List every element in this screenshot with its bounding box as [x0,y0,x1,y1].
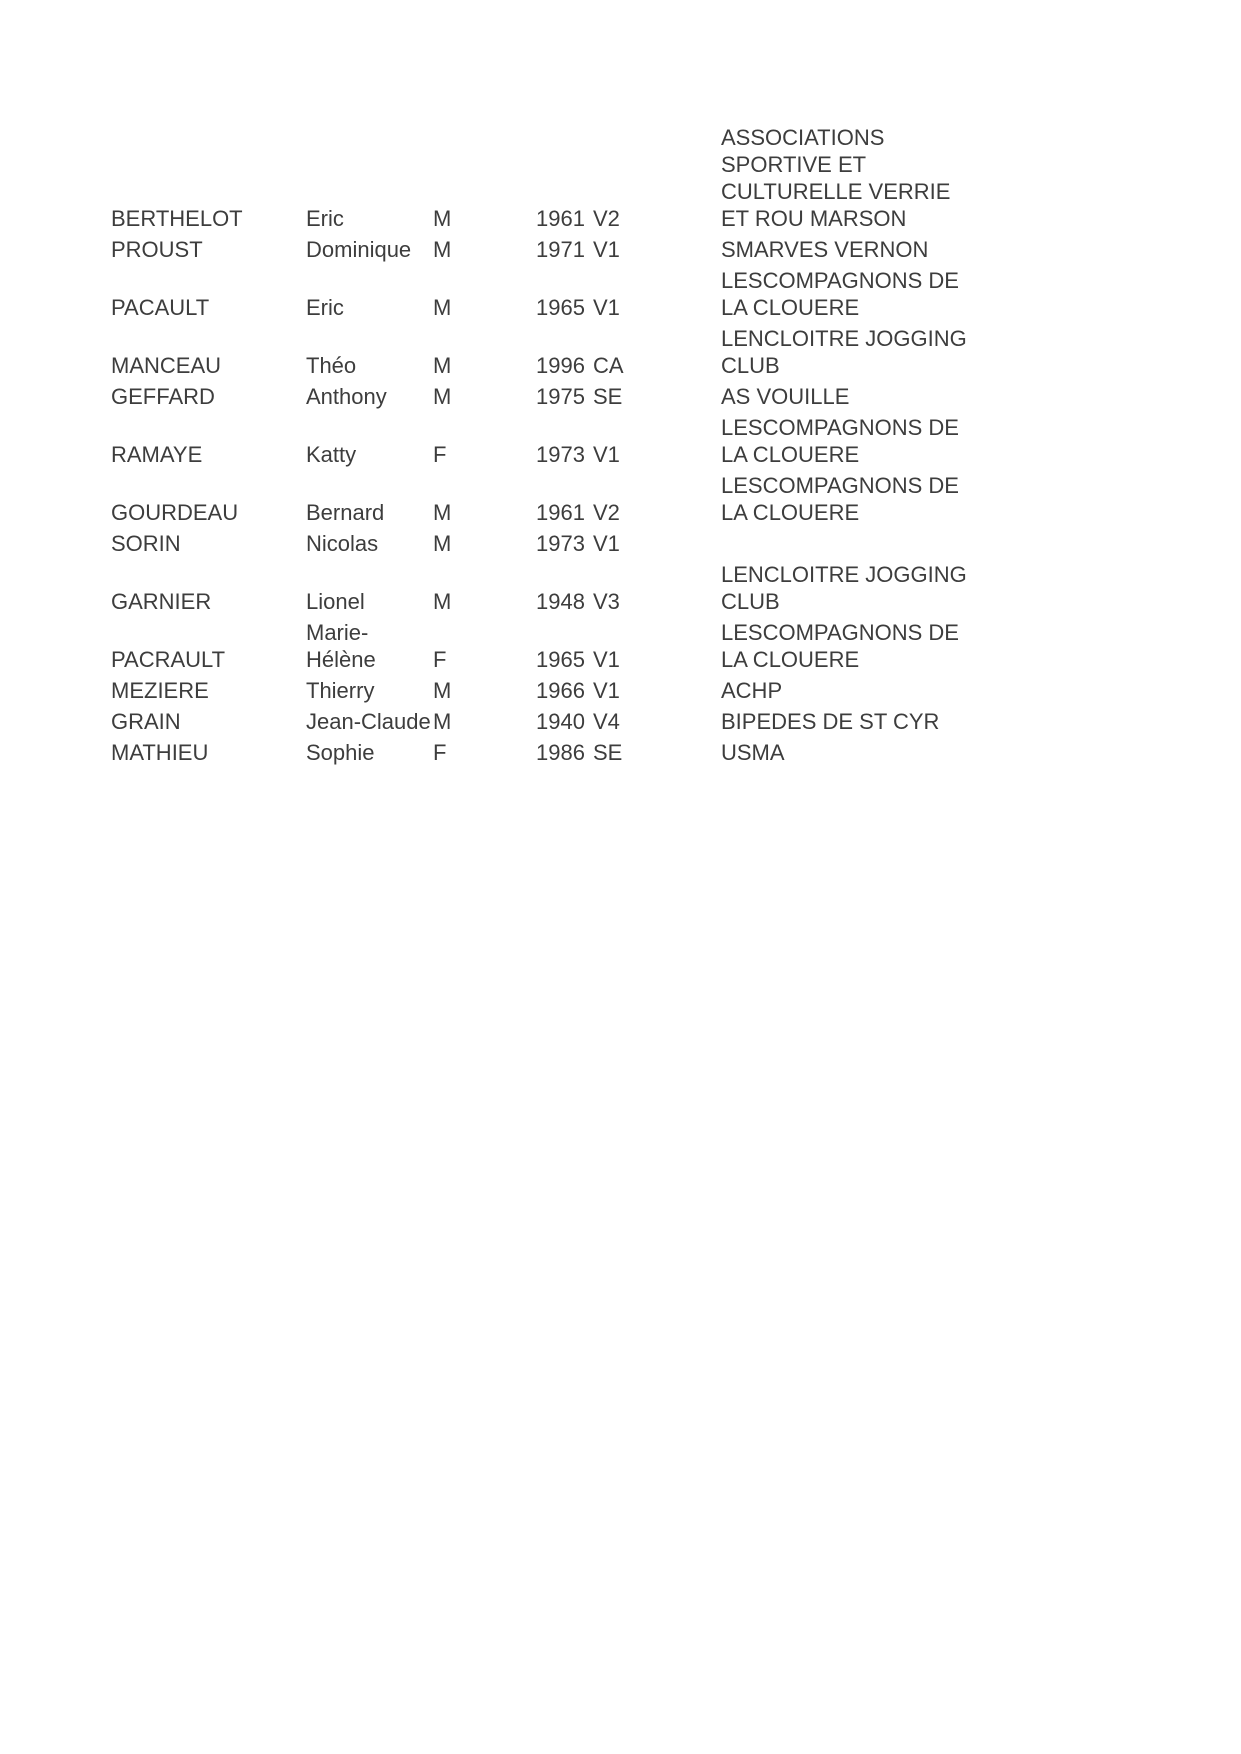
last-name-cell: MEZIERE [111,678,209,703]
club-cell: AS VOUILLE [721,384,850,409]
category-cell: V4 [593,709,620,734]
club-cell: ASSOCIATIONS SPORTIVE ET CULTURELLE VERRIE ET ROU MARSON [721,125,951,231]
category-cell: SE [593,740,623,765]
first-name-cell: Eric [306,295,344,320]
sex-cell: M [433,531,452,556]
first-name-cell: Lionel [306,589,365,614]
table-row [111,617,973,675]
first-name-cell: Anthony [306,384,387,409]
birth-year-cell: 1961 [536,206,585,231]
birth-year-cell: 1965 [536,647,585,672]
first-name-cell: Théo [306,353,357,378]
table-row [111,323,973,381]
last-name-cell: GRAIN [111,709,181,734]
table-row [111,470,973,528]
first-name-cell: Bernard [306,500,385,525]
table-row [111,265,973,323]
birth-year-cell: 1965 [536,295,585,320]
club-cell: ACHP [721,678,783,703]
last-name-cell: GEFFARD [111,384,215,409]
table-row [111,381,973,412]
last-name-cell: PACRAULT [111,647,226,672]
sex-cell: M [433,589,452,614]
sex-cell: M [433,295,452,320]
sex-cell: M [433,384,452,409]
birth-year-cell: 1973 [536,442,585,467]
last-name-cell: PROUST [111,237,203,262]
sex-cell: M [433,500,452,525]
first-name-cell: Marie-Hélène [306,620,376,672]
table-row [111,559,973,617]
club-cell: LENCLOITRE JOGGING CLUB [721,562,967,614]
table-row [111,528,973,559]
category-cell: V1 [593,531,620,556]
last-name-cell: SORIN [111,531,181,556]
last-name-cell: PACAULT [111,295,210,320]
table-row [111,706,973,737]
last-name-cell: MATHIEU [111,740,209,765]
category-cell: V3 [593,589,620,614]
club-cell: LESCOMPAGNONS DE LA CLOUERE [721,473,959,525]
sex-cell: M [433,237,452,262]
table-row [111,122,973,234]
sex-cell: F [433,442,447,467]
sex-cell: M [433,353,452,378]
club-cell: USMA [721,740,785,765]
category-cell: CA [593,353,624,378]
category-cell: V2 [593,206,620,231]
table-row [111,412,973,470]
first-name-cell: Thierry [306,678,375,703]
birth-year-cell: 1948 [536,589,585,614]
registrants-table [111,122,973,768]
category-cell: SE [593,384,623,409]
last-name-cell: RAMAYE [111,442,203,467]
last-name-cell: GARNIER [111,589,212,614]
category-cell: V1 [593,647,620,672]
first-name-cell: Sophie [306,740,375,765]
birth-year-cell: 1975 [536,384,585,409]
first-name-cell: Jean-Claude [306,709,431,734]
sex-cell: F [433,740,447,765]
category-cell: V1 [593,678,620,703]
last-name-cell: GOURDEAU [111,500,239,525]
sex-cell: M [433,206,452,231]
birth-year-cell: 1996 [536,353,585,378]
club-cell: LESCOMPAGNONS DE LA CLOUERE [721,415,959,467]
birth-year-cell: 1971 [536,237,585,262]
club-cell: LESCOMPAGNONS DE LA CLOUERE [721,268,959,320]
birth-year-cell: 1940 [536,709,585,734]
club-cell: SMARVES VERNON [721,237,929,262]
category-cell: V2 [593,500,620,525]
sex-cell: F [433,647,447,672]
category-cell: V1 [593,295,620,320]
club-cell: BIPEDES DE ST CYR [721,709,940,734]
club-cell [721,528,973,559]
first-name-cell: Nicolas [306,531,379,556]
birth-year-cell: 1966 [536,678,585,703]
registrants-table-body [111,122,973,768]
table-row [111,234,973,265]
first-name-cell: Eric [306,206,344,231]
first-name-cell: Dominique [306,237,412,262]
birth-year-cell: 1961 [536,500,585,525]
birth-year-cell: 1973 [536,531,585,556]
table-row [111,737,973,768]
category-cell: V1 [593,237,620,262]
birth-year-cell: 1986 [536,740,585,765]
club-cell: LESCOMPAGNONS DE LA CLOUERE [721,620,959,672]
first-name-cell: Katty [306,442,357,467]
club-cell: LENCLOITRE JOGGING CLUB [721,326,967,378]
category-cell: V1 [593,442,620,467]
sex-cell: M [433,678,452,703]
last-name-cell: MANCEAU [111,353,222,378]
last-name-cell: BERTHELOT [111,206,243,231]
sex-cell: M [433,709,452,734]
table-row [111,675,973,706]
